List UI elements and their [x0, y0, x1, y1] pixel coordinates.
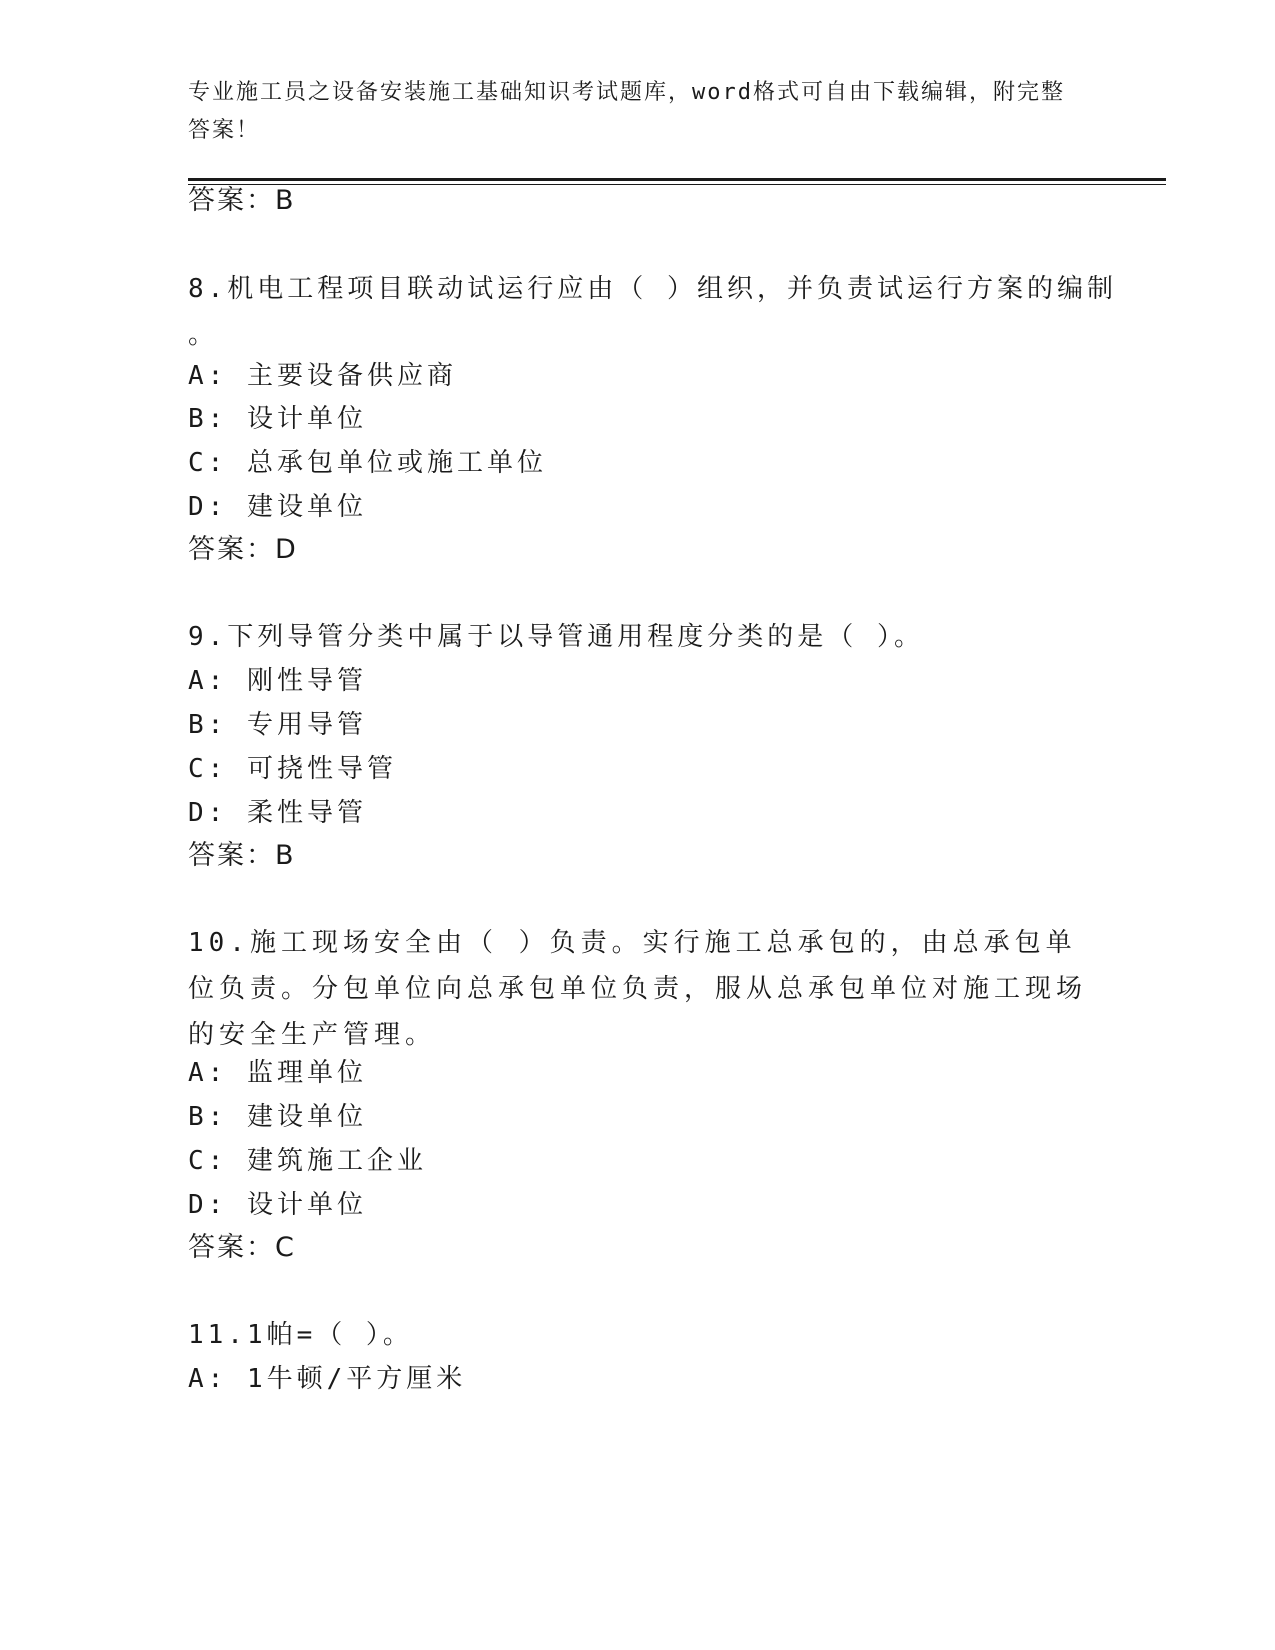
question-10-stem: 10.施工现场安全由（ ）负责。实行施工总承包的，由总承包单位负责。分包单位向总承包单位负责，服从总承包单位对施工现场的安全生产管理。: [188, 928, 1088, 1050]
question-10-option-c: C: 建筑施工企业: [188, 1146, 427, 1176]
question-10-option-d: D: 设计单位: [188, 1190, 367, 1220]
question-10-option-a: A: 监理单位: [188, 1058, 367, 1088]
question-8-option-c: C: 总承包单位或施工单位: [188, 448, 547, 478]
question-9-answer: 答案：B: [188, 840, 296, 871]
question-10-answer: 答案：C: [188, 1232, 296, 1263]
question-9-stem: 9.下列导管分类中属于以导管通用程度分类的是（ ）。: [188, 622, 924, 652]
question-11-option-a: A: 1牛顿/平方厘米: [188, 1364, 467, 1394]
question-8-option-a: A: 主要设备供应商: [188, 361, 457, 391]
question-8-answer: 答案：D: [188, 534, 298, 565]
question-9-option-d: D: 柔性导管: [188, 798, 367, 828]
question-9-option-a: A: 刚性导管: [188, 666, 367, 696]
question-8-stem-cont: 。: [188, 320, 219, 350]
question-8-option-d: D: 建设单位: [188, 492, 367, 522]
question-8-stem: 8.机电工程项目联动试运行应由（ ）组织，并负责试运行方案的编制: [188, 274, 1117, 304]
question-11-stem: 11.1帕=（ ）。: [188, 1320, 413, 1350]
header-divider-thick: [188, 178, 1166, 181]
question-9-option-b: B: 专用导管: [188, 710, 367, 740]
page-header: 专业施工员之设备安装施工基础知识考试题库，word格式可自由下载编辑，附完整答案！: [188, 80, 1065, 143]
question-9-option-c: C: 可挠性导管: [188, 754, 397, 784]
question-10-option-b: B: 建设单位: [188, 1102, 367, 1132]
question-8-option-b: B: 设计单位: [188, 404, 367, 434]
previous-answer: 答案：B: [188, 185, 296, 216]
header-divider-thin: [188, 184, 1166, 185]
